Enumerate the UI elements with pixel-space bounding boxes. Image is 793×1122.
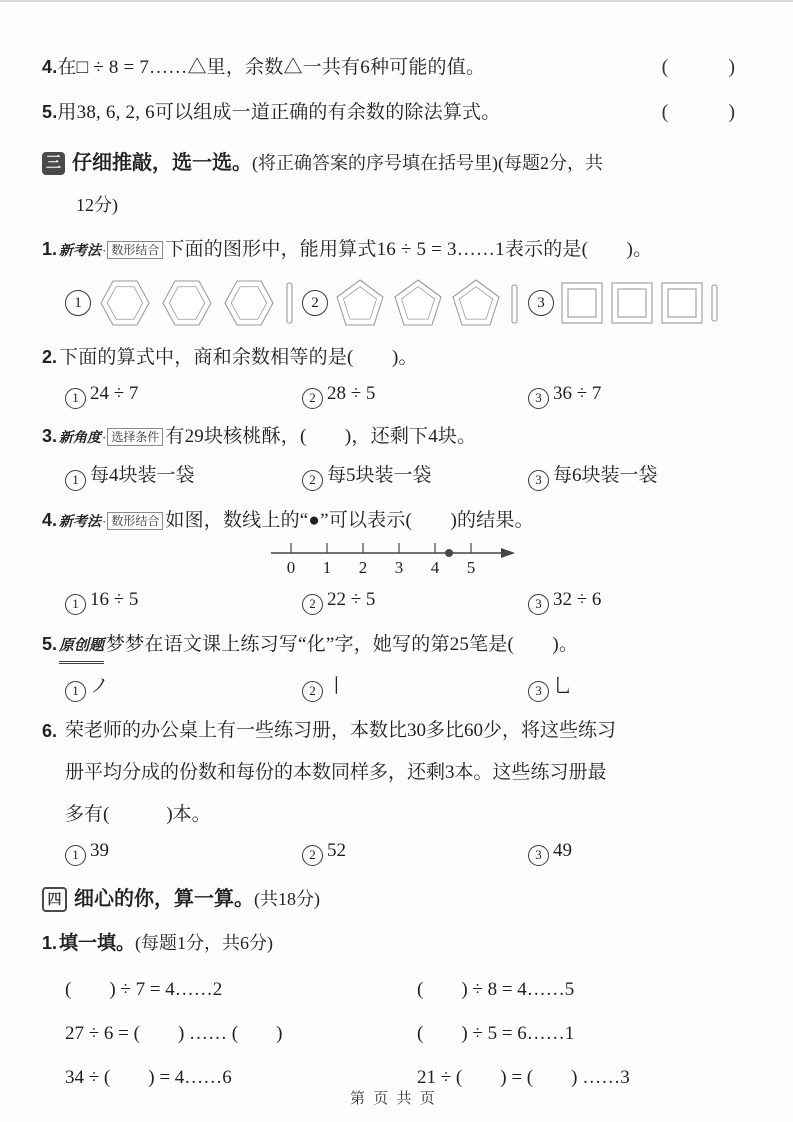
equation-blank: 21 ÷ ( ) = ( ) ……3 [417, 1067, 630, 1088]
question-tag-badge [59, 422, 163, 453]
arrow-head [501, 548, 515, 558]
badge-boxed-label: 数形结合 [107, 512, 163, 530]
question-text-line: 册平均分成的份数和每份的本数同样多，还剩3本。这些练习册最 [65, 762, 607, 783]
number-line-dot [445, 549, 453, 557]
option-circle-label: 1 [65, 290, 91, 316]
option-circle-label: 2 [302, 388, 323, 409]
section-3-header [42, 148, 735, 178]
question-text: 下面的图形中，能用算式16 ÷ 5 = 3……1表示的是( )。 [165, 239, 653, 260]
option-3 [528, 461, 735, 491]
choice-question-2 [42, 342, 735, 373]
equation-blank: ( ) ÷ 7 = 4……2 [65, 979, 223, 1000]
judge-question-5-text [42, 97, 500, 128]
section-3-marker: 三 [42, 152, 65, 175]
badge-bold-label: 新角度 [59, 429, 102, 445]
judge-question-4 [42, 52, 735, 83]
choice-question-1 [42, 234, 735, 266]
badge-dot: · [102, 514, 107, 529]
option-circle-label: 1 [65, 594, 86, 615]
question-text-multiline [65, 710, 616, 836]
question-text: 用38, 6, 2, 6可以组成一道正确的有余数的除法算式。 [57, 102, 501, 123]
option-text: 每5块装一袋 [327, 465, 432, 486]
choice-question-4 [42, 505, 735, 537]
section-4-note: (共18分) [254, 889, 320, 909]
question-tag-badge [59, 506, 163, 537]
section-3-title: 仔细推敲，选一选。 [72, 152, 252, 174]
option-circle-label: 2 [302, 681, 323, 702]
option-2 [302, 836, 528, 866]
section-3-note: (将正确答案的序号填在括号里)(每题2分，共 [252, 153, 603, 173]
option-3 [528, 672, 735, 702]
option-text: 52 [327, 840, 346, 861]
equation-blank: ( ) ÷ 8 = 4……5 [417, 979, 575, 1000]
option-1 [65, 461, 302, 491]
option-circle-label: 1 [65, 681, 86, 702]
option-2 [302, 379, 528, 409]
tick-label: 4 [430, 558, 440, 577]
number-line-svg [267, 537, 517, 585]
badge-boxed-label: 选择条件 [107, 428, 163, 446]
option-text: 49 [553, 840, 572, 861]
question-tag-badge [59, 235, 163, 266]
question-number: 2. [42, 347, 58, 367]
page-footer: 第页共页 [349, 1090, 443, 1107]
question-number: 4. [42, 510, 58, 530]
q3-options [42, 461, 735, 491]
option-2 [302, 461, 528, 491]
option-circle-label: 3 [528, 594, 549, 615]
choice-question-3 [42, 421, 735, 453]
choice-question-5 [42, 629, 735, 664]
question-text: 下面的算式中，商和余数相等的是( )。 [59, 347, 418, 368]
question-number: 5. [42, 634, 58, 654]
option-2 [302, 672, 528, 702]
option-text: 22 ÷ 5 [327, 589, 376, 610]
figure-option-squares [528, 273, 726, 333]
squares-figure [560, 273, 726, 333]
option-2 [302, 585, 528, 615]
figure-option-pentagons [302, 273, 528, 333]
section-4-header [42, 884, 735, 914]
option-text: 36 ÷ 7 [553, 383, 602, 404]
single-stick [287, 283, 292, 323]
equation-blank: 27 ÷ 6 = ( ) …… ( ) [65, 1023, 283, 1044]
question-text-line: 荣老师的办公桌上有一些练习册，本数比30多比60少，将这些练习 [65, 720, 617, 741]
option-circle-label: 3 [528, 290, 554, 316]
option-circle-label: 1 [65, 388, 86, 409]
question-number: 1. [42, 239, 58, 259]
option-1 [65, 585, 302, 615]
hexagons-figure [97, 273, 299, 333]
question-text: 梦梦在语文课上练习写“化”字，她写的第25笔是( )。 [106, 634, 579, 655]
option-3 [528, 585, 735, 615]
option-text: 16 ÷ 5 [90, 589, 139, 610]
stroke-pie-glyph: ノ [90, 676, 110, 697]
subquestion-title: 填一填。 [59, 933, 136, 954]
badge-dot: · [102, 243, 107, 258]
stroke-shu-glyph: 丨 [327, 676, 347, 697]
option-text: 39 [90, 840, 109, 861]
option-3 [528, 379, 735, 409]
option-circle-label: 3 [528, 681, 549, 702]
option-circle-label: 1 [65, 470, 86, 491]
equation-row-2 [42, 1019, 735, 1049]
question-number: 6. [42, 721, 58, 741]
badge-bold-label: 新考法 [59, 242, 102, 258]
option-circle-label: 2 [302, 845, 323, 866]
q4-options [42, 585, 735, 615]
option-1 [65, 672, 302, 702]
question-text: 有29块核桃酥，( )，还剩下4块。 [165, 426, 477, 447]
section-4-title: 细心的你，算一算。 [74, 888, 254, 910]
option-text: 每6块装一袋 [553, 465, 658, 486]
option-circle-label: 2 [302, 470, 323, 491]
option-1 [65, 379, 302, 409]
stroke-wangou-glyph: 乚 [553, 676, 573, 697]
subquestion-note: (每题1分，共6分) [135, 933, 274, 953]
option-circle-label: 3 [528, 388, 549, 409]
tick-label: 5 [466, 558, 476, 577]
tick-label: 0 [286, 558, 296, 577]
single-stick [512, 285, 517, 323]
question-text-line: 多有( )本。 [65, 804, 211, 825]
equation-blank: 34 ÷ ( ) = 4……6 [65, 1067, 232, 1088]
badge-dot: · [102, 430, 107, 445]
option-text: 24 ÷ 7 [90, 383, 139, 404]
equation-row-1 [42, 975, 735, 1005]
equation-blank: ( ) ÷ 5 = 6……1 [417, 1023, 575, 1044]
badge-bold-label: 新考法 [59, 513, 102, 529]
tick-label: 2 [358, 558, 368, 577]
judge-question-4-text [42, 52, 485, 83]
question-number: 4. [42, 57, 58, 77]
number-line-figure [267, 537, 735, 585]
option-circle-label: 2 [302, 594, 323, 615]
option-text: 28 ÷ 5 [327, 383, 376, 404]
single-stick [712, 285, 717, 321]
option-circle-label: 3 [528, 470, 549, 491]
answer-bracket: ( ) [661, 56, 735, 78]
question-text: 如图，数线上的“●”可以表示( )的结果。 [165, 510, 534, 531]
option-circle-label: 2 [302, 290, 328, 316]
section-4-marker: 四 [42, 887, 67, 912]
q1-figure-options [42, 270, 735, 336]
tick-label: 3 [394, 558, 404, 577]
original-question-badge: 原创题 [59, 631, 104, 664]
judge-question-5 [42, 97, 735, 128]
question-number: 3. [42, 426, 58, 446]
question-number: 5. [42, 102, 58, 122]
option-circle-label: 1 [65, 845, 86, 866]
option-circle-label: 3 [528, 845, 549, 866]
q6-options [42, 836, 735, 866]
question-text: 在□ ÷ 8 = 7……△里，余数△一共有6种可能的值。 [57, 57, 486, 78]
tick-label: 1 [322, 558, 332, 577]
pentagons-figure [334, 273, 524, 333]
subquestion-number: 1. [42, 933, 58, 953]
answer-bracket: ( ) [661, 101, 735, 123]
badge-boxed-label: 数形结合 [107, 241, 163, 259]
figure-option-hexagons [65, 273, 302, 333]
option-3 [528, 836, 735, 866]
choice-question-6 [42, 710, 735, 836]
section-3-note-continuation: 12分) [76, 195, 118, 215]
option-text: 每4块装一袋 [90, 465, 195, 486]
option-text: 32 ÷ 6 [553, 589, 602, 610]
fill-in-subquestion-header [42, 928, 735, 959]
q5-options [42, 672, 735, 702]
option-1 [65, 836, 302, 866]
q2-options [42, 379, 735, 409]
